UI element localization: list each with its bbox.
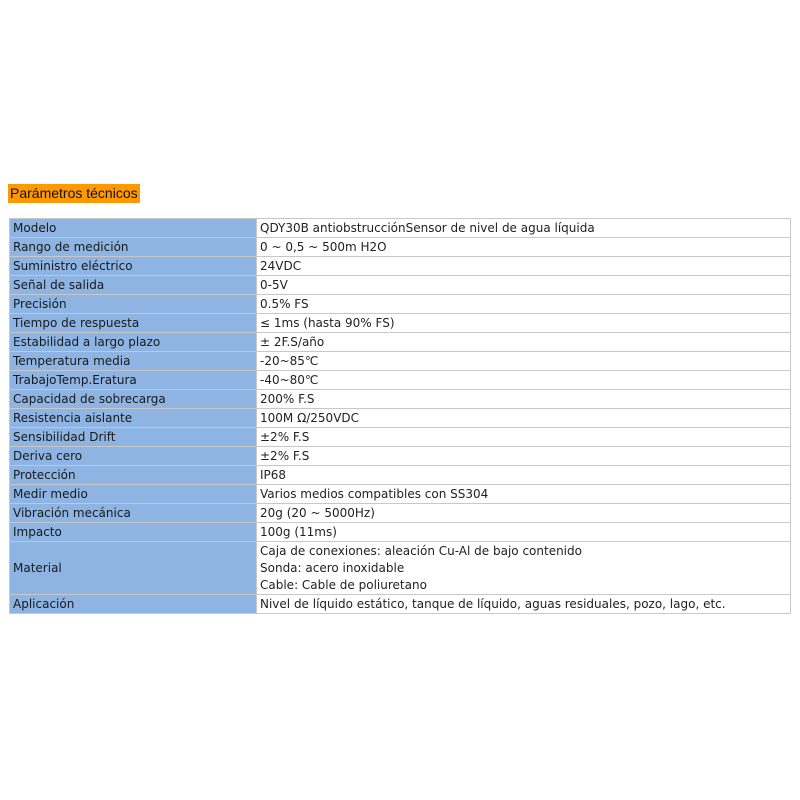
row-label: Rango de medición: [10, 238, 257, 257]
row-label: Modelo: [10, 219, 257, 238]
row-value-multiline: [257, 542, 791, 595]
table-row: [10, 276, 791, 295]
row-label: Vibración mecánica: [10, 504, 257, 523]
section-title: Parámetros técnicos: [10, 185, 138, 201]
row-label: Precisión: [10, 295, 257, 314]
row-label: Capacidad de sobrecarga: [10, 390, 257, 409]
table-row: [10, 447, 791, 466]
row-label: Tiempo de respuesta: [10, 314, 257, 333]
row-label: Protección: [10, 466, 257, 485]
row-value: 24VDC: [257, 257, 791, 276]
table-row: [10, 257, 791, 276]
table-row: [10, 295, 791, 314]
row-value: -40~80℃: [257, 371, 791, 390]
row-value: 0.5% FS: [257, 295, 791, 314]
row-value: 200% F.S: [257, 390, 791, 409]
table-row: [10, 485, 791, 504]
table-row: [10, 352, 791, 371]
row-value: 100M Ω/250VDC: [257, 409, 791, 428]
table-row: [10, 595, 791, 614]
table-row: [10, 371, 791, 390]
table-row: [10, 314, 791, 333]
row-value: -20~85℃: [257, 352, 791, 371]
row-label: Material: [10, 542, 257, 595]
table-row: [10, 466, 791, 485]
row-label: Estabilidad a largo plazo: [10, 333, 257, 352]
row-value: 0 ~ 0,5 ~ 500m H2O: [257, 238, 791, 257]
row-label: TrabajoTemp.Eratura: [10, 371, 257, 390]
table-row: [10, 219, 791, 238]
row-label: Temperatura media: [10, 352, 257, 371]
row-value: ≤ 1ms (hasta 90% FS): [257, 314, 791, 333]
row-value: ±2% F.S: [257, 447, 791, 466]
row-value: Nivel de líquido estático, tanque de líquido, aguas residuales, pozo, lago, etc.: [257, 595, 791, 614]
row-label: Sensibilidad Drift: [10, 428, 257, 447]
row-value: ± 2F.S/año: [257, 333, 791, 352]
row-value: QDY30B antiobstrucciónSensor de nivel de agua líquida: [257, 219, 791, 238]
table-row: [10, 238, 791, 257]
table-row: [10, 409, 791, 428]
table-row: [10, 390, 791, 409]
table-row: [10, 542, 791, 595]
row-label: Medir medio: [10, 485, 257, 504]
material-line: Cable: Cable de poliuretano: [260, 577, 427, 592]
table-row: [10, 523, 791, 542]
row-label: Aplicación: [10, 595, 257, 614]
row-label: Deriva cero: [10, 447, 257, 466]
row-value: 0-5V: [257, 276, 791, 295]
row-label: Resistencia aislante: [10, 409, 257, 428]
spec-table: [9, 218, 791, 614]
material-line: Caja de conexiones: aleación Cu-Al de bajo contenido: [260, 543, 582, 558]
row-label: Suministro eléctrico: [10, 257, 257, 276]
table-row: [10, 428, 791, 447]
row-value: 20g (20 ~ 5000Hz): [257, 504, 791, 523]
row-value: Varios medios compatibles con SS304: [257, 485, 791, 504]
row-value: IP68: [257, 466, 791, 485]
row-value: 100g (11ms): [257, 523, 791, 542]
row-label: Señal de salida: [10, 276, 257, 295]
table-row: [10, 333, 791, 352]
material-line: Sonda: acero inoxidable: [260, 560, 405, 575]
table-row: [10, 504, 791, 523]
row-label: Impacto: [10, 523, 257, 542]
row-value: ±2% F.S: [257, 428, 791, 447]
